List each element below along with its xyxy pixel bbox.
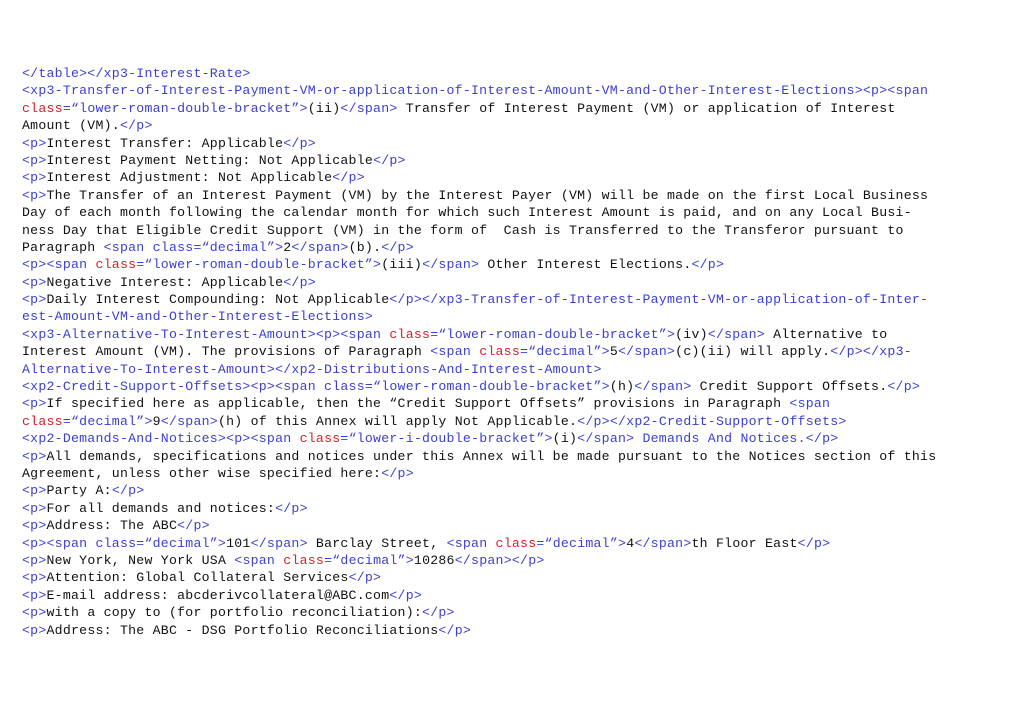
markup-tag: </span> <box>634 535 692 551</box>
markup-tag: </p> <box>438 622 472 638</box>
markup-tag: </p> <box>381 465 414 481</box>
body-text: Interest Adjustment: Not Applicable <box>46 170 333 186</box>
body-text: Attention: Global Collateral Services <box>46 570 349 586</box>
document-line <box>22 465 998 482</box>
body-text: 4 <box>626 535 635 551</box>
markup-tag: <p> <box>22 552 47 568</box>
markup-attribute: class <box>95 257 137 273</box>
markup-tag: est-Amount-VM-and-Other-Interest-Elections> <box>22 309 374 325</box>
markup-tag: <p> <box>22 518 47 534</box>
body-text: th Floor East <box>691 535 798 551</box>
document-line <box>22 326 998 343</box>
markup-tag: <span <box>446 535 496 551</box>
body-text: 5 <box>609 344 618 360</box>
document-line <box>22 587 998 604</box>
markup-tag: <p> <box>22 135 47 151</box>
body-text: Day of each month following the calendar month for which such Interest Amount is paid, and on any Local Busi- <box>22 205 912 221</box>
markup-tag: =“decimal”> <box>62 413 153 429</box>
markup-tag: </p> <box>332 170 365 186</box>
document-line <box>22 187 998 204</box>
markup-tag: <p> <box>22 152 47 168</box>
markup-attribute: class <box>299 431 341 447</box>
body-text: Party A: <box>46 483 112 499</box>
markup-tag: <p> <box>22 274 47 290</box>
markup-tag: Alternative-To-Interest-Amount></xp2-Distributions-And-Interest-Amount> <box>22 361 602 377</box>
body-text: Paragraph <box>22 239 104 255</box>
document-line <box>22 239 998 256</box>
markup-tag: <span <box>789 396 831 412</box>
markup-tag: </p> <box>275 500 308 516</box>
markup-attribute: class <box>495 535 537 551</box>
markup-tag: <p> <box>22 500 47 516</box>
body-text: (c)(ii) will apply. <box>675 344 831 360</box>
document-line <box>22 204 998 221</box>
markup-tag: </p> <box>381 239 414 255</box>
document-line <box>22 274 998 291</box>
document-line <box>22 413 998 430</box>
markup-tag: =“decimal”> <box>520 344 610 360</box>
markup-tag: <xp2-Demands-And-Notices><p><span <box>22 431 300 447</box>
markup-tag: </p> <box>283 274 316 290</box>
body-text: Barclay Street, <box>307 535 447 551</box>
markup-tag: </span> <box>291 239 349 255</box>
body-text: (b). <box>348 239 382 255</box>
markup-tag: </span> <box>422 257 480 273</box>
body-text: (ii) <box>307 100 341 116</box>
document-line <box>22 448 998 465</box>
markup-tag: </span> Demands And Notices.</p> <box>577 431 839 447</box>
document-line <box>22 65 998 82</box>
body-text: with a copy to (for portfolio reconciliation): <box>46 605 423 621</box>
document-line <box>22 569 998 586</box>
document-line <box>22 343 998 360</box>
document-line <box>22 482 998 499</box>
document-line <box>22 169 998 186</box>
body-text: Negative Interest: Applicable <box>46 274 284 290</box>
markup-tag: </span></p> <box>454 552 545 568</box>
markup-tag: </p> <box>119 118 153 134</box>
document-line <box>22 117 998 134</box>
markup-tag: <xp3-Transfer-of-Interest-Payment-VM-or-application-of-Interest-Amount-VM-and-Other-Interest-Elections><p><span <box>22 83 929 99</box>
body-text: For all demands and notices: <box>46 500 276 516</box>
document-line <box>22 552 998 569</box>
document-line <box>22 622 998 639</box>
body-text: Interest Amount (VM). The provisions of Paragraph <box>22 344 431 360</box>
markup-tag: </span> <box>250 535 308 551</box>
markup-tag: </p> <box>177 518 210 534</box>
document-line <box>22 395 998 412</box>
document-line <box>22 100 998 117</box>
markup-tag: </span> <box>618 344 676 360</box>
body-text: (iii) <box>381 257 423 273</box>
body-text: Address: The ABC - DSG Portfolio Reconciliations <box>46 622 439 638</box>
body-text: E-mail address: abcderivcollateral@ABC.com <box>46 587 390 603</box>
document-line <box>22 82 998 99</box>
markup-tag: <p><span <box>22 257 96 273</box>
markup-attribute: class <box>389 326 431 342</box>
markup-tag: </p> <box>111 483 145 499</box>
body-text: (h) <box>609 379 635 395</box>
body-text: If specified here as applicable, then the “Credit Support Offsets” provisions in Paragraph <box>46 396 790 412</box>
markup-attribute: class <box>479 344 521 360</box>
markup-tag: <xp3-Alternative-To-Interest-Amount><p><span <box>22 326 390 342</box>
markup-tag: <p> <box>22 292 47 308</box>
markup-tag: </span> <box>340 100 398 116</box>
markup-tag: <p> <box>22 570 47 586</box>
markup-tag: </p></xp3-Transfer-of-Interest-Payment-VM-or-application-of-Inter- <box>389 292 929 308</box>
markup-tag: =“decimal”> <box>536 535 627 551</box>
body-text: 2 <box>283 239 292 255</box>
document-line <box>22 256 998 273</box>
body-text: 9 <box>152 413 161 429</box>
markup-tag: </span> <box>634 379 692 395</box>
body-text: New York, New York USA <box>46 552 235 568</box>
document-line <box>22 517 998 534</box>
body-text: (h) of this Annex will apply Not Applicable. <box>217 413 578 429</box>
markup-tag: </table></xp3-Interest-Rate> <box>22 66 251 81</box>
markup-tag: </p> <box>373 152 406 168</box>
document-line <box>22 308 998 325</box>
markup-tag: </span> <box>707 326 765 342</box>
markup-tag: <span class=“decimal”> <box>103 239 284 255</box>
body-text: Other Interest Elections. <box>479 257 692 273</box>
document-line <box>22 378 998 395</box>
markup-tag: </p></xp2-Credit-Support-Offsets> <box>577 413 847 429</box>
markup-tag: <p> <box>22 587 47 603</box>
body-text: Address: The ABC <box>46 518 178 534</box>
markup-tag: <p><span class=“decimal”> <box>22 535 227 551</box>
markup-tag: <p> <box>22 396 47 412</box>
document-line <box>22 135 998 152</box>
markup-tag: =“lower-roman-double-bracket”> <box>430 326 676 342</box>
markup-tag: <p> <box>22 622 47 638</box>
document-line <box>22 291 998 308</box>
document-line <box>22 500 998 517</box>
body-text: Alternative to <box>764 326 888 342</box>
markup-tag: </p> <box>348 570 382 586</box>
document-line <box>22 361 998 378</box>
markup-tag: </span> <box>160 413 218 429</box>
document-line <box>22 152 998 169</box>
document-line <box>22 535 998 552</box>
annex-xml-document <box>22 65 998 639</box>
body-text: All demands, specifications and notices under this Annex will be made pursuant to the Notices section of this <box>46 448 937 464</box>
markup-tag: <span <box>234 552 284 568</box>
markup-attribute: class <box>283 552 325 568</box>
body-text: (i) <box>552 431 578 447</box>
body-text: Agreement, unless other wise specified here: <box>22 465 382 481</box>
markup-attribute: class <box>22 413 63 429</box>
markup-tag: =“lower-roman-double-bracket”> <box>136 257 382 273</box>
body-text: 10286 <box>413 552 455 568</box>
markup-tag: </p> <box>389 587 423 603</box>
document-line <box>22 604 998 621</box>
markup-tag: </p> <box>422 605 455 621</box>
markup-tag: <xp2-Credit-Support-Offsets><p><span class=“lower-roman-double-bracket”> <box>22 379 610 395</box>
body-text: Transfer of Interest Payment (VM) or application of Interest <box>397 100 896 116</box>
body-text: Amount (VM). <box>22 118 120 134</box>
document-line <box>22 222 998 239</box>
markup-tag: </p> <box>887 379 921 395</box>
body-text: 101 <box>226 535 251 551</box>
markup-tag: <p> <box>22 483 47 499</box>
body-text: The Transfer of an Interest Payment (VM) by the Interest Payer (VM) will be made on the first Local Business <box>46 187 929 203</box>
body-text: Credit Support Offsets. <box>691 379 888 395</box>
body-text: Daily Interest Compounding: Not Applicable <box>46 292 390 308</box>
markup-attribute: class <box>22 100 63 116</box>
markup-tag: =“lower-roman-double-bracket”> <box>62 100 308 116</box>
document-line <box>22 430 998 447</box>
markup-tag: =“decimal”> <box>324 552 414 568</box>
markup-tag: <p> <box>22 448 47 464</box>
markup-tag: </p> <box>797 535 831 551</box>
body-text: Interest Transfer: Applicable <box>46 135 284 151</box>
markup-tag: <p> <box>22 187 47 203</box>
body-text: (iv) <box>675 326 708 342</box>
body-text: ness Day that Eligible Credit Support (VM) in the form of Cash is Transferred to the Transferor pursuant to <box>22 222 904 238</box>
markup-tag: </p></xp3- <box>830 344 912 360</box>
markup-tag: <p> <box>22 170 47 186</box>
markup-tag: </p> <box>691 257 725 273</box>
markup-tag: </p> <box>283 135 316 151</box>
body-text: Interest Payment Netting: Not Applicable <box>46 152 374 168</box>
markup-tag: <span <box>430 344 480 360</box>
markup-tag: <p> <box>22 605 47 621</box>
markup-tag: =“lower-i-double-bracket”> <box>340 431 553 447</box>
